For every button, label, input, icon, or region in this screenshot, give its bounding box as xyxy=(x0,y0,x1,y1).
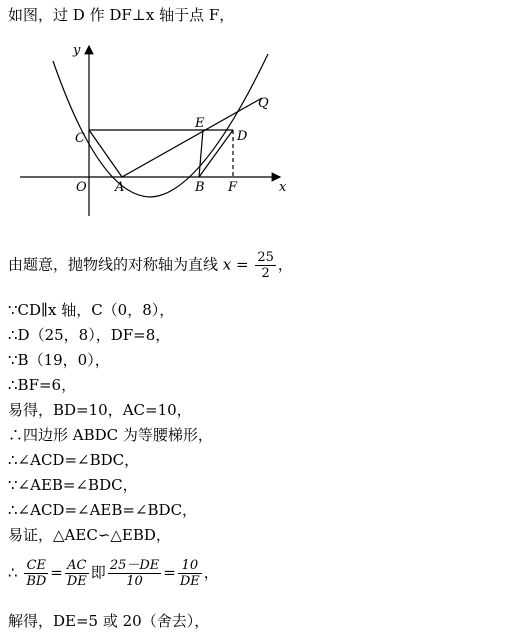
denominator: DE xyxy=(179,574,200,589)
denominator: DE xyxy=(66,574,87,589)
fraction-10-DE xyxy=(178,558,202,589)
fraction-CE-BD xyxy=(24,558,48,589)
text: ， xyxy=(277,255,293,274)
line-13: 解得，DE=5 或 20（舍去）， xyxy=(8,612,210,630)
line-4: ∵B（19，0）， xyxy=(8,351,110,369)
parabola-figure xyxy=(0,36,519,276)
label-A: A xyxy=(115,180,125,195)
segment-BD xyxy=(199,130,233,177)
equals: = xyxy=(231,255,254,274)
ji-text: 即 xyxy=(90,563,106,582)
therefore: ∴ xyxy=(8,563,23,582)
var-x: x xyxy=(222,255,232,274)
text: ， xyxy=(203,563,219,582)
numerator: 10 xyxy=(178,558,202,574)
line-8: ∴∠ACD=∠BDC， xyxy=(8,451,140,469)
segment-CA xyxy=(89,130,122,177)
line-7: ∴四边形 ABDC 为等腰梯形， xyxy=(8,426,213,444)
line-3: ∴D（25，8），DF=8， xyxy=(8,326,171,344)
line-11: 易证，△AEC∽△EBD， xyxy=(8,526,171,544)
text: 由题意，抛物线的对称轴为直线 xyxy=(8,255,223,274)
numerator: CE xyxy=(24,558,48,574)
label-B: B xyxy=(195,180,205,195)
line-6: 易得，BD=10，AC=10， xyxy=(8,401,192,419)
denominator: BD xyxy=(26,574,47,589)
denominator: 10 xyxy=(126,574,143,589)
label-y: y xyxy=(73,43,81,58)
line-9: ∵∠AEB=∠BDC， xyxy=(8,476,138,494)
label-F: F xyxy=(228,180,238,195)
denominator: 2 xyxy=(261,266,270,281)
proportion-line xyxy=(8,558,219,589)
label-x: x xyxy=(279,180,287,195)
fraction-25-2 xyxy=(255,250,276,281)
line-5: ∴BF=6， xyxy=(8,376,77,394)
numerator: 25 xyxy=(257,250,274,265)
parabola-curve xyxy=(53,54,268,197)
label-Q: Q xyxy=(258,96,269,111)
label-E: E xyxy=(195,116,205,131)
fraction-AC-DE xyxy=(65,558,89,589)
label-C: C xyxy=(75,131,85,146)
equals: = xyxy=(50,563,63,582)
axis-of-symmetry-line xyxy=(8,250,293,281)
numerator: AC xyxy=(65,558,89,574)
segment-EB xyxy=(199,130,203,177)
numerator: 25－DE xyxy=(109,558,160,573)
line-2: ∵CD∥x 轴，C（0，8）， xyxy=(8,301,175,319)
fraction-25-DE-10 xyxy=(108,558,161,589)
equals: = xyxy=(163,563,176,582)
label-O: O xyxy=(76,180,87,195)
line-10: ∴∠ACD=∠AEB=∠BDC， xyxy=(8,501,198,519)
intro-line: 如图，过 D 作 DF⊥x 轴于点 F， xyxy=(8,6,235,24)
label-D: D xyxy=(237,129,248,144)
